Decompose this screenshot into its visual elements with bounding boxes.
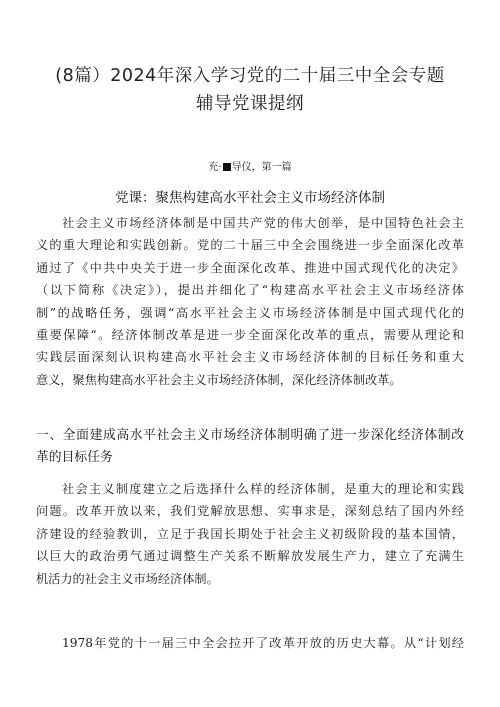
subtitle-prefix: 充· [208,162,222,173]
paragraph-line: 社会主义市场经济体制是中国共产党的伟大创举，是中国特色社会主 [62,216,464,230]
paragraph-line: 重要保障“。经济体制改革是进一步全面深化改革的重点，需要从理论和 [36,327,464,342]
paragraph-line: 机活力的社会主义市场经济体制。 [36,571,219,586]
document-title-line-1: (8篇）2024年深入学习党的二十届三中全会专题 [55,66,445,86]
section-heading: 党课：聚焦构建高水平社会主义市场经济体制 [115,190,385,206]
paragraph-line: 实践层面深刻认识构建高水平社会主义市场经济体制的目标任务和重大 [36,350,464,365]
paragraph-2 [36,478,464,590]
paragraph-3 [36,632,464,654]
paragraph-line: 意义，聚焦构建高水平社会主义市场经济体制，深化经济体制改革。 [36,372,402,387]
paragraph-line: 以巨大的政治勇气通过调整生产关系不断解放发展生产力，建立了充满生 [36,549,464,564]
document-subtitle [0,158,500,173]
subsection-heading-line: 一、全面建成高水平社会主义市场经济体制明确了进一步深化经济体制改 [36,428,464,443]
paragraph-line: 通过了《中共中央关于进一步全面深化改革、推进中国式现代化的决定》 [36,260,464,275]
document-title-line-2: 辅导党课提纲 [196,94,304,114]
paragraph-1 [36,212,464,391]
subsection-heading [36,425,464,470]
paragraph-line: 济建设的经验教训，立足于我国长期处于社会主义初级阶段的基本国情， [36,526,464,541]
subsection-heading-line: 革的目标任务 [36,450,113,466]
subtitle-suffix: 导仪，第一篇 [231,162,292,173]
redaction-square-icon [223,163,231,171]
paragraph-line: 义的重大理论和实践创新。党的二十届三中全会围绕进一步全面深化改革 [36,238,464,253]
paragraph-line: （以下简称《决定》），提出并细化了“构建高水平社会主义市场经济体 [36,283,464,298]
paragraph-line: 社会主义制度建立之后选择什么样的经济体制，是重大的理论和实践 [62,482,464,496]
paragraph-line: 问题。改革开放以来，我们党解放思想、实事求是，深刻总结了国内外经 [36,504,464,519]
paragraph-line: 制”的战略任务，强调“高水平社会主义市场经济体制是中国式现代化的 [36,305,464,320]
paragraph-line: 1978年党的十一届三中全会拉开了改革开放的历史大幕。从“计划经 [62,636,464,650]
